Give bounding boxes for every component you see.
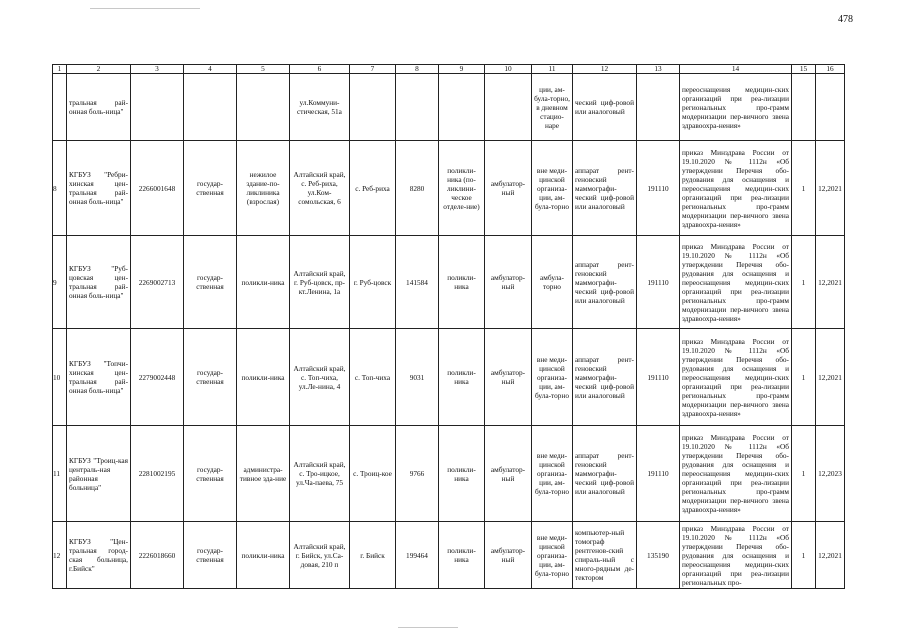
- row-number-cell: [53, 329, 67, 426]
- population-cell: 9766: [396, 426, 439, 522]
- conditions-cell: амбула-торно: [532, 236, 573, 329]
- row-number-cell: [53, 236, 67, 329]
- equipment-cell: аппарат рент-геновский маммографи-ческий циф-ровой или аналоговый: [573, 426, 637, 522]
- building-cell: поликли-ника: [237, 522, 290, 589]
- inn-cell: 2269002713: [131, 236, 184, 329]
- column-number: 15: [792, 65, 816, 74]
- org-name-cell: КГБУЗ "Руб-цовская цен-тральная рай-онная боль-ница": [67, 236, 131, 329]
- ownership-cell: [184, 74, 237, 141]
- row-number-cell: [53, 74, 67, 141]
- population-cell: 199464: [396, 522, 439, 589]
- department-cell: [439, 74, 485, 141]
- column-number: 13: [637, 65, 680, 74]
- date-cell: 12,2023: [816, 426, 845, 522]
- address-cell: Алтайский край, с. Топ-чиха, ул.Ле-нина, 4: [290, 329, 350, 426]
- row-number: 12: [53, 550, 61, 560]
- population-cell: 9031: [396, 329, 439, 426]
- equipment-code-cell: 191110: [637, 141, 680, 236]
- table-row: [53, 522, 845, 589]
- population-cell: [396, 74, 439, 141]
- row-number: 10: [53, 372, 61, 382]
- column-number: 9: [439, 65, 485, 74]
- conditions-cell: вне меди-цинской организа-ции, ам-була-торно: [532, 522, 573, 589]
- table-row: [53, 141, 845, 236]
- row-number: 11: [53, 469, 61, 478]
- quantity-cell: 1: [792, 426, 816, 522]
- care-type-cell: амбулатор-ный: [485, 329, 532, 426]
- department-cell: поликли-ника: [439, 329, 485, 426]
- column-number: 7: [350, 65, 396, 74]
- population-cell: 8280: [396, 141, 439, 236]
- care-type-cell: амбулатор-ный: [485, 522, 532, 589]
- care-type-cell: амбулатор-ный: [485, 426, 532, 522]
- ownership-cell: государ-ственная: [184, 426, 237, 522]
- date-cell: 12,2021: [816, 236, 845, 329]
- quantity-cell: [792, 74, 816, 141]
- locality-cell: г. Бийск: [350, 522, 396, 589]
- population-cell: 141584: [396, 236, 439, 329]
- org-name-cell: КГБУЗ "Ребри-хинская цен-тральная рай-онная боль-ница": [67, 141, 131, 236]
- legal-basis-cell: приказ Минздрава России от 19.10.2020 № 1112н «Об утверждении Перечня обо-рудования для оснащения и переоснащения медицин-ских организаций при реа-лизации региональных про-грамм модернизации пер-вичного звена здравоохра-нения»: [680, 426, 792, 522]
- building-cell: поликли-ника: [237, 329, 290, 426]
- conditions-cell: ции, ам-була-торно, в дневном стацио-наре: [532, 74, 573, 141]
- building-cell: поликли-ника: [237, 236, 290, 329]
- department-cell: поликли-ника: [439, 236, 485, 329]
- legal-basis-cell: приказ Минздрава России от 19.10.2020 № 1112н «Об утверждении Перечня обо-рудования для оснащения и переоснащения медицин-ских организаций при реа-лизации региональных про-грамм модернизации пер-вичного звена здравоохра-нения»: [680, 329, 792, 426]
- conditions-cell: вне меди-цинской организа-ции, ам-була-торно: [532, 329, 573, 426]
- ownership-cell: государ-ственная: [184, 329, 237, 426]
- building-cell: администра-тивное зда-ние: [237, 426, 290, 522]
- quantity-cell: 1: [792, 329, 816, 426]
- column-number: 14: [680, 65, 792, 74]
- table-row: [53, 426, 845, 522]
- locality-cell: с. Троиц-кое: [350, 426, 396, 522]
- conditions-cell: вне меди-цинской организа-ции, ам-була-торно: [532, 141, 573, 236]
- page-number: 478: [838, 14, 853, 25]
- address-cell: Алтайский край, с. Тро-ицкое, ул.Ча-паева, 75: [290, 426, 350, 522]
- column-number: 6: [290, 65, 350, 74]
- column-number: 8: [396, 65, 439, 74]
- legal-basis-cell: приказ Минздрава России от 19.10.2020 № 1112н «Об утверждении Перечня обо-рудования для оснащения и переоснащения медицин-ских организаций при реа-лизации региональных про-грамм модернизации пер-вичного звена здравоохра-нения»: [680, 236, 792, 329]
- table-row: [53, 329, 845, 426]
- scan-artifact: [90, 8, 200, 9]
- date-cell: [816, 74, 845, 141]
- equipment-cell: ческий циф-ровой или аналоговый: [573, 74, 637, 141]
- row-number-cell: [53, 141, 67, 236]
- locality-cell: с. Топ-чиха: [350, 329, 396, 426]
- inn-cell: 2226018660: [131, 522, 184, 589]
- equipment-code-cell: 191110: [637, 236, 680, 329]
- ownership-cell: государ-ственная: [184, 236, 237, 329]
- equipment-code-cell: [637, 74, 680, 141]
- column-number: 11: [532, 65, 573, 74]
- column-number: 10: [485, 65, 532, 74]
- column-number: 4: [184, 65, 237, 74]
- conditions-cell: вне меди-цинской организа-ции, ам-була-торно: [532, 426, 573, 522]
- equipment-cell: аппарат рент-геновский маммографи-ческий циф-ровой или аналоговый: [573, 141, 637, 236]
- date-cell: 12,2021: [816, 329, 845, 426]
- table-row: [53, 74, 845, 141]
- inn-cell: 2279002448: [131, 329, 184, 426]
- care-type-cell: амбулатор-ный: [485, 236, 532, 329]
- column-number: 5: [237, 65, 290, 74]
- inn-cell: 2281002195: [131, 426, 184, 522]
- locality-cell: г. Руб-цовск: [350, 236, 396, 329]
- org-name-cell: КГБУЗ "Троиц-кая централь-ная районная больница": [67, 426, 131, 522]
- column-number: 1: [53, 65, 67, 74]
- row-number-cell: [53, 522, 67, 589]
- legal-basis-cell: приказ Минздрава России от 19.10.2020 № 1112н «Об утверждении Перечня обо-рудования для оснащения и переоснащения медицин-ских организаций при реа-лизации региональных про-грамм модернизации пер-вичного звена здравоохра-нения»: [680, 141, 792, 236]
- equipment-cell: аппарат рент-геновский маммографи-ческий циф-ровой или аналоговый: [573, 329, 637, 426]
- scan-artifact: [398, 627, 458, 628]
- equipment-cell: компьютер-ный томограф рентгенов-ский спираль-ный с много-рядным де-тектором: [573, 522, 637, 589]
- quantity-cell: 1: [792, 141, 816, 236]
- date-cell: 12,2021: [816, 141, 845, 236]
- org-name-cell: КГБУЗ "Цен-тральная город-ская больница, г.Бийск": [67, 522, 131, 589]
- legal-basis-cell: переоснащения медицин-ских организаций при реа-лизации региональных про-грамм модернизации пер-вичного звена здравоохра-нения»: [680, 74, 792, 141]
- quantity-cell: 1: [792, 522, 816, 589]
- building-cell: [237, 74, 290, 141]
- ownership-cell: государ-ственная: [184, 141, 237, 236]
- column-number: 3: [131, 65, 184, 74]
- inn-cell: [131, 74, 184, 141]
- date-cell: 12,2021: [816, 522, 845, 589]
- column-number-row: [53, 65, 845, 74]
- equipment-cell: аппарат рент-геновский маммографи-ческий циф-ровой или аналоговый: [573, 236, 637, 329]
- table-row: [53, 236, 845, 329]
- row-number: 9: [53, 277, 57, 287]
- row-number: 8: [53, 183, 57, 193]
- address-cell: Алтайский край, г. Руб-цовск, пр-кт.Ленина, 1а: [290, 236, 350, 329]
- locality-cell: [350, 74, 396, 141]
- locality-cell: с. Реб-риха: [350, 141, 396, 236]
- address-cell: ул.Коммуни-стическая, 51а: [290, 74, 350, 141]
- column-number: 16: [816, 65, 845, 74]
- department-cell: поликли-ника: [439, 522, 485, 589]
- equipment-code-cell: 135190: [637, 522, 680, 589]
- inn-cell: 2266001648: [131, 141, 184, 236]
- building-cell: нежилое здание-по-ликлиника (взрослая): [237, 141, 290, 236]
- column-number: 12: [573, 65, 637, 74]
- org-name-cell: КГБУЗ "Топчи-хинская цен-тральная рай-онная боль-ница": [67, 329, 131, 426]
- care-type-cell: [485, 74, 532, 141]
- equipment-table: [52, 64, 845, 589]
- equipment-code-cell: 191110: [637, 426, 680, 522]
- department-cell: поликли-ника (по-ликлини-ческое отделе-ние): [439, 141, 485, 236]
- equipment-code-cell: 191110: [637, 329, 680, 426]
- legal-basis-cell: приказ Минздрава России от 19.10.2020 № 1112н «Об утверждении Перечня обо-рудования для оснащения и переоснащения медицин-ских организаций при реа-лизации региональных про-: [680, 522, 792, 589]
- org-name-cell: тральная рай-онная боль-ница": [67, 74, 131, 141]
- address-cell: Алтайский край, г. Бийск, ул.Са-довая, 210 п: [290, 522, 350, 589]
- department-cell: поликли-ника: [439, 426, 485, 522]
- address-cell: Алтайский край, с. Реб-риха, ул.Ком-сомольская, 6: [290, 141, 350, 236]
- column-number: 2: [67, 65, 131, 74]
- row-number-cell: [53, 426, 67, 522]
- care-type-cell: амбулатор-ный: [485, 141, 532, 236]
- ownership-cell: государ-ственная: [184, 522, 237, 589]
- quantity-cell: 1: [792, 236, 816, 329]
